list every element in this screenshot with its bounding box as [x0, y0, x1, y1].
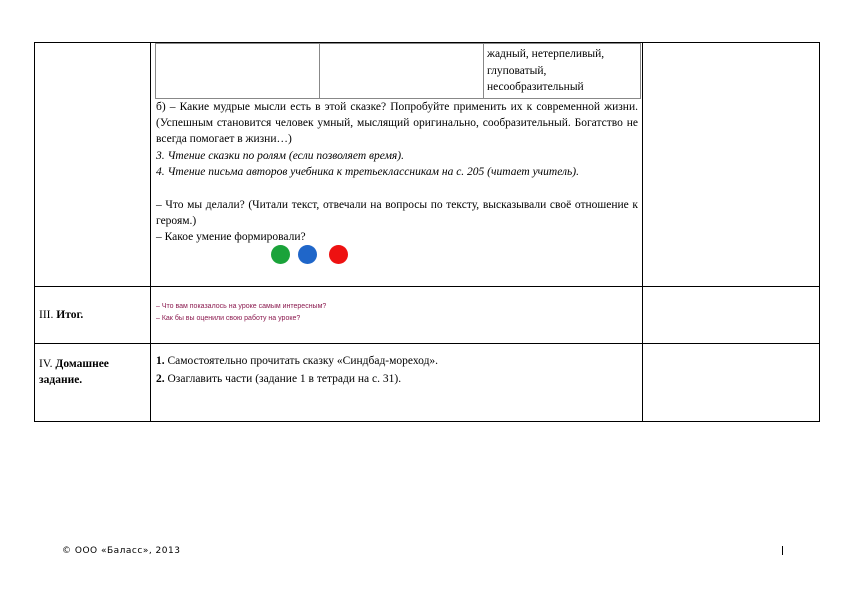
- homework-item-1: 1. Самостоятельно прочитать сказку «Синдбад-мореход».: [156, 354, 439, 367]
- question-b: б) – Какие мудрые мысли есть в этой сказке? Попробуйте применить их к современной жизни. (Успешным становится человек умный, мыслящий оригинально, сообразительный. Богатство не всегда помогает в жизни…): [156, 100, 638, 146]
- content-text: [151, 99, 642, 246]
- item-4: 4. Чтение письма авторов учебника к третьеклассникам на с. 205 (читает учитель).: [156, 166, 579, 179]
- green-circle-icon: [271, 245, 290, 264]
- content-cell: [151, 287, 643, 343]
- stage-label: Итог.: [56, 309, 84, 322]
- red-circle-icon: [329, 245, 348, 264]
- reflection-question-2: – Какое умение формировали?: [156, 231, 306, 244]
- blue-circle-icon: [298, 245, 317, 264]
- stage-number: IV.: [39, 357, 53, 370]
- lesson-table: [34, 42, 820, 422]
- footer-copyright: © ООО «Баласс», 2013: [62, 546, 181, 556]
- stage-cell-empty: [35, 43, 151, 287]
- page-tick: [782, 546, 783, 555]
- stage-number: III.: [39, 309, 54, 322]
- reflection-question-1: – Что мы делали? (Читали текст, отвечали на вопросы по тексту, высказывали своё отношение к героям.): [156, 198, 638, 227]
- item-3: 3. Чтение сказки по ролям (если позволяет время).: [156, 149, 404, 162]
- summary-question-1: – Что вам показалось на уроке самым интересным?: [156, 303, 327, 311]
- notes-cell: [643, 43, 820, 287]
- notes-cell: [643, 287, 820, 343]
- table-row: [35, 43, 820, 287]
- stage-cell-homework: [35, 343, 151, 421]
- summary-question-2: – Как бы вы оценили свою работу на уроке?: [156, 315, 301, 323]
- content-cell: [151, 43, 643, 287]
- stage-label: Домашнее задание.: [39, 357, 109, 386]
- characters-table: [155, 43, 641, 99]
- table-row: [35, 343, 820, 421]
- homework-item-2: 2. Озаглавить части (задание 1 в тетради на с. 31).: [156, 372, 402, 385]
- table-row: [35, 287, 820, 343]
- notes-cell: [643, 343, 820, 421]
- characters-cell-3: жадный, нетерпеливый, глуповатый, несообразительный: [484, 44, 641, 99]
- rating-dots: [270, 245, 360, 265]
- characters-cell-1: [156, 44, 320, 99]
- stage-cell-summary: [35, 287, 151, 343]
- characters-cell-2: [320, 44, 484, 99]
- content-cell: [151, 343, 643, 421]
